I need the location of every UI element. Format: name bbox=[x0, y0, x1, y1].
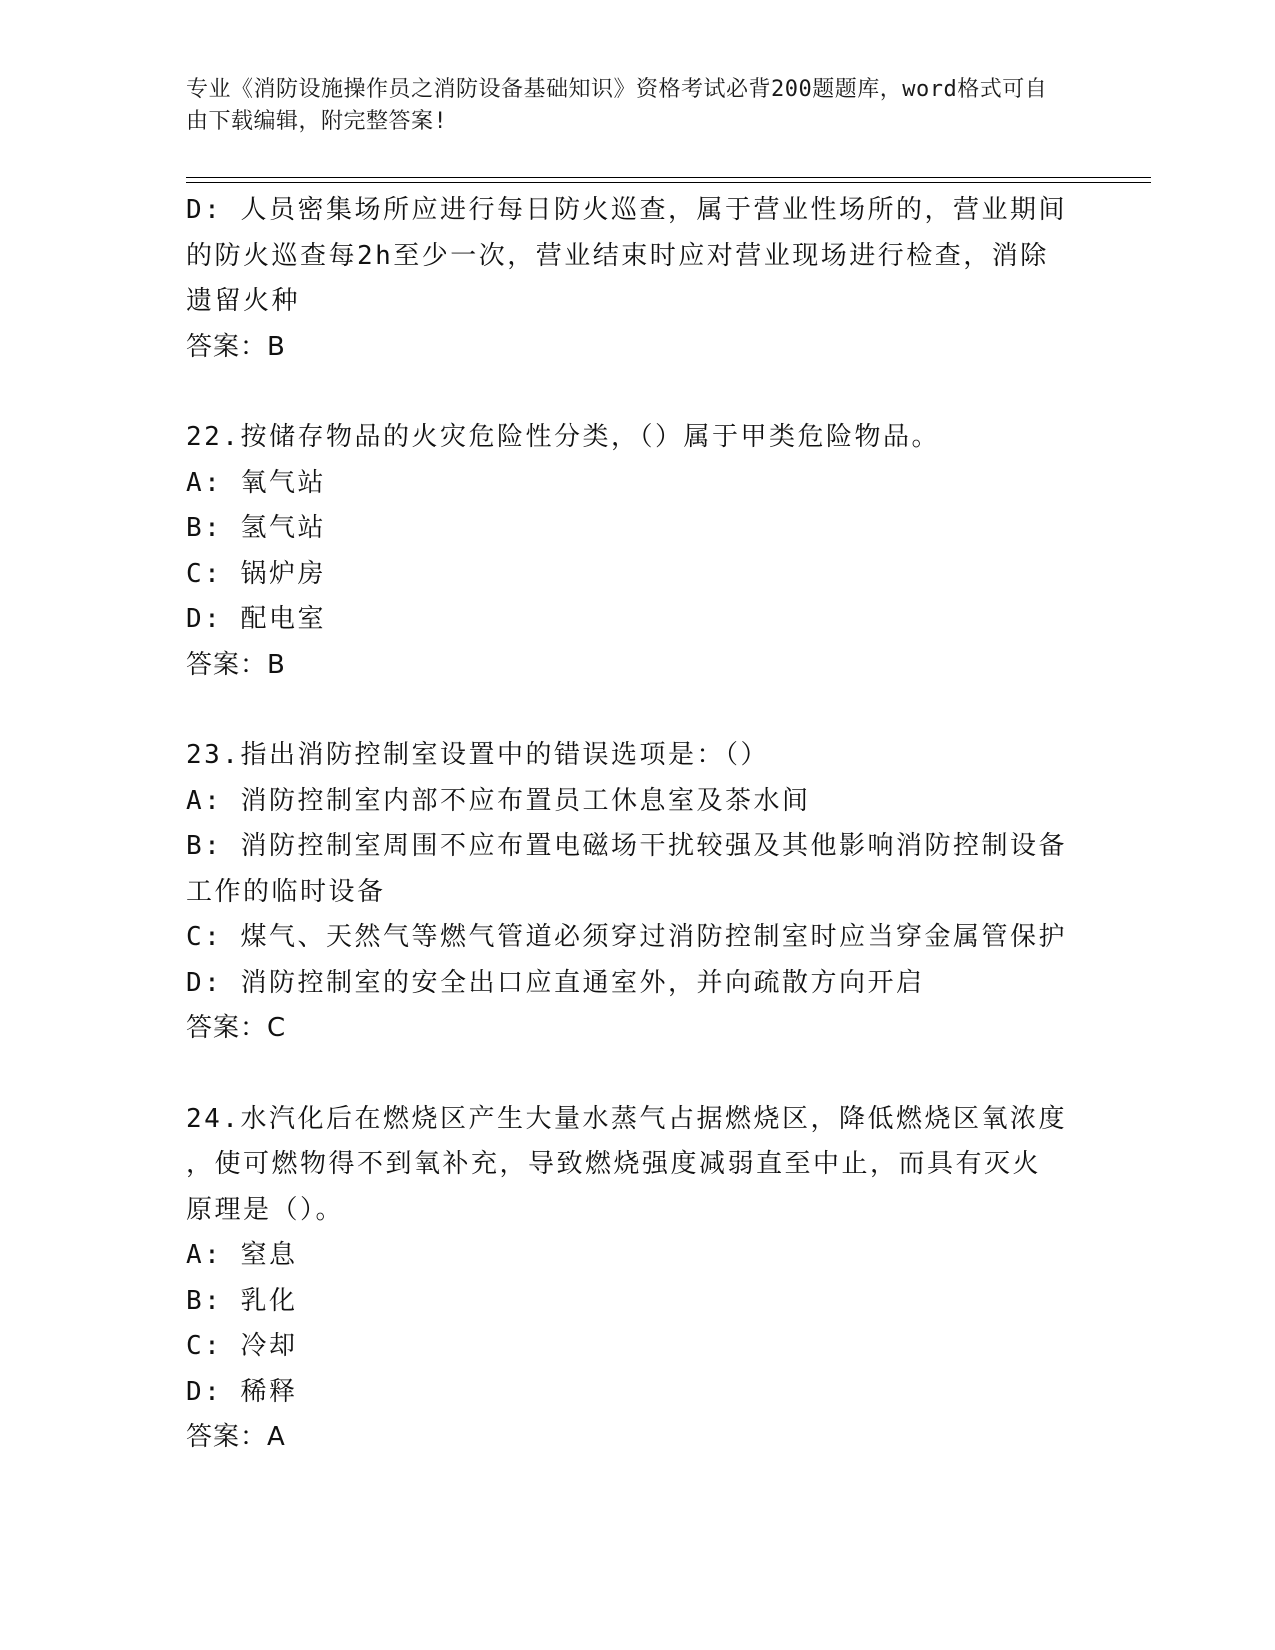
question-stem: 22.按储存物品的火灾危险性分类，（）属于甲类危险物品。 bbox=[186, 422, 940, 452]
question-stem: 23.指出消防控制室设置中的错误选项是：（） bbox=[186, 740, 769, 770]
option-d: D: 配电室 bbox=[186, 604, 326, 634]
option-c: C: 锅炉房 bbox=[186, 558, 326, 589]
answer: 答案：B bbox=[186, 649, 286, 680]
spacer bbox=[186, 688, 1076, 733]
spacer bbox=[186, 370, 1076, 415]
option-b-line-2: 工作的临时设备 bbox=[186, 876, 386, 907]
answer: 答案：A bbox=[186, 1422, 286, 1452]
question-block-22 bbox=[186, 415, 1076, 688]
option-a: A: 消防控制室内部不应布置员工休息室及茶水间 bbox=[186, 785, 811, 816]
option-d: D: 消防控制室的安全出口应直通室外，并向疏散方向开启 bbox=[186, 967, 925, 998]
option-c: C: 冷却 bbox=[186, 1331, 298, 1361]
question-block-21 bbox=[186, 188, 1076, 370]
option-d-line-2: 的防火巡查每2h至少一次，营业结束时应对营业现场进行检查，消除 bbox=[186, 240, 1049, 271]
answer: 答案：C bbox=[186, 1013, 287, 1043]
question-stem-line-1: 24.水汽化后在燃烧区产生大量水蒸气占据燃烧区，降低燃烧区氧浓度 bbox=[186, 1103, 1067, 1134]
question-stem-line-3: 原理是（）。 bbox=[186, 1194, 345, 1225]
option-b: B: 氢气站 bbox=[186, 513, 326, 543]
document-header: 专业《消防设施操作员之消防设备基础知识》资格考试必背200题题库，word格式可自由下载编辑，附完整答案! bbox=[186, 77, 1048, 134]
option-b-line-1: B: 消防控制室周围不应布置电磁场干扰较强及其他影响消防控制设备 bbox=[186, 831, 1067, 861]
option-c: C: 煤气、天然气等燃气管道必须穿过消防控制室时应当穿金属管保护 bbox=[186, 922, 1067, 952]
option-d-line-3: 遗留火种 bbox=[186, 286, 301, 316]
header-rule-bottom bbox=[186, 182, 1151, 183]
answer: 答案：B bbox=[186, 331, 286, 362]
option-b: B: 乳化 bbox=[186, 1285, 298, 1316]
header-rule-top bbox=[186, 177, 1151, 178]
option-d-line-1: D: 人员密集场所应进行每日防火巡查，属于营业性场所的，营业期间 bbox=[186, 195, 1067, 225]
question-stem-line-2: ，使可燃物得不到氧补充，导致燃烧强度减弱直至中止，而具有灭火 bbox=[186, 1149, 1042, 1179]
option-a: A: 氧气站 bbox=[186, 467, 326, 498]
question-list bbox=[186, 188, 1076, 1461]
spacer bbox=[186, 1052, 1076, 1097]
option-a: A: 窒息 bbox=[186, 1240, 298, 1270]
question-block-24 bbox=[186, 1097, 1076, 1461]
question-block-23 bbox=[186, 733, 1076, 1052]
option-d: D: 稀释 bbox=[186, 1376, 298, 1407]
